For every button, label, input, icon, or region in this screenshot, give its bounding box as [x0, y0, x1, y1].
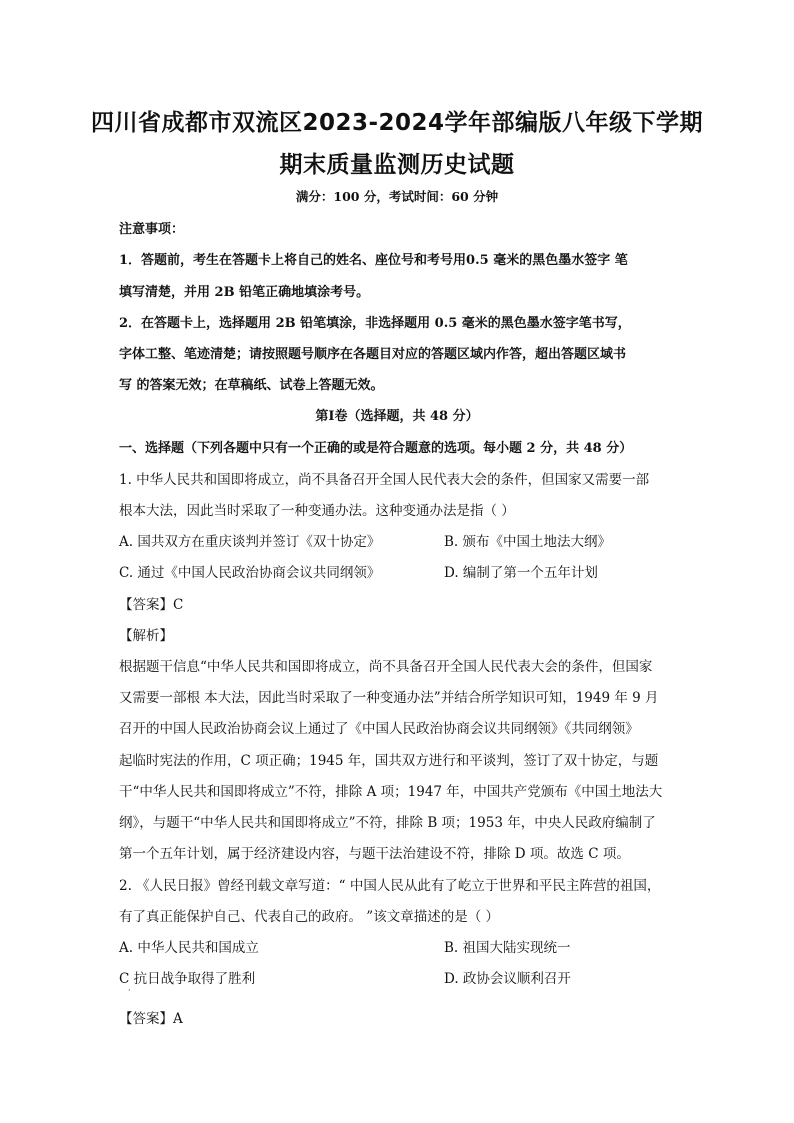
q1-stem-line-2: 根本大法，因此当时采取了一种变通办法。这种变通办法是指（ ） — [119, 503, 515, 519]
q1-stem-line-1: 1. 中华人民共和国即将成立，尚不具备召开全国人民代表大会的条件，但国家又需要一部 — [119, 472, 650, 488]
q1-analysis-line-6: 纲》，与题干“中华人民共和国即将成立”不符，排除 B 项；1953 年，中央人民政府编制了 — [119, 815, 656, 831]
q1-option-b: B. 颁布《中国土地法大纲》 — [444, 534, 612, 550]
q2-option-a: A. 中华人民共和国成立 — [119, 940, 259, 956]
q1-answer: 【答案】C — [119, 597, 184, 613]
q1-analysis-line-1: 根据题干信息“中华人民共和国即将成立，尚不具备召开全国人民代表大会的条件，但国家 — [119, 659, 653, 675]
note-2-line-2: 字体工整、笔迹清楚；请按照题号顺序在各题目对应的答题区域内作答，超出答题区域书 — [119, 347, 627, 362]
q2-option-d: D. 政协会议顺利召开 — [444, 971, 571, 987]
note-2-line-3: 写 的答案无效；在草稿纸、试卷上答题无效。 — [119, 378, 384, 393]
note-2-line-1: 2．在答题卡上，选择题用 2B 铅笔填涂，非选择题用 0.5 毫米的黑色墨水签字笔书写， — [119, 316, 631, 331]
q1-analysis-line-7: 第一个五年计划，属于经济建设内容，与题干法治建设不符，排除 D 项。故选 C 项。 — [119, 846, 630, 862]
exam-subtitle: 满分：100 分，考试时间：60 分钟 — [295, 189, 499, 204]
q2-option-c: C 抗日战争取得了胜利 — [119, 971, 256, 987]
notes-heading: 注意事项： — [119, 222, 185, 237]
note-1-line-1: 1．答题前，考生在答题卡上将自己的姓名、座位号和考号用0.5 毫米的黑色墨水签字 笔 — [119, 253, 628, 268]
q1-analysis-label: 【解析】 — [119, 628, 173, 644]
q1-option-c: C. 通过《中国人民政治协商会议共同纲领》 — [119, 565, 381, 581]
section-1-header: 一、选择题（下列各题中只有一个正确的或是符合题意的选项。每小题 2 分，共 48 分） — [119, 441, 633, 456]
note-1-line-2: 填写清楚，并用 2B 铅笔正确地填涂考号。 — [119, 285, 370, 300]
part-1-header: 第Ⅰ卷（选择题，共 48 分） — [315, 409, 479, 424]
q1-analysis-line-5: 干“中华人民共和国即将成立”不符，排除 A 项；1947 年，中国共产党颁布《中国土地法大 — [119, 784, 663, 800]
q1-analysis-line-4: 起临时宪法的作用，C 项正确；1945 年，国共双方进行和平谈判，签订了双十协定，与题 — [119, 753, 659, 769]
q2-answer: 【答案】A — [119, 1011, 183, 1027]
q1-analysis-line-3: 召开的中国人民政治协商会议上通过了《中国人民政治协商会议共同纲领》《共同纲领》 — [119, 721, 639, 737]
exam-title-line-2: 期末质量监测历史试题 — [279, 152, 515, 178]
q1-option-a: A. 国共双方在重庆谈判并签订《双十协定》 — [119, 534, 381, 550]
q2-stem-line-2: 有了真正能保护自己、代表自己的政府。 ”该文章描述的是（ ） — [119, 909, 499, 925]
q2-stem-line-1: 2. 《人民日报》曾经刊载文章写道：“ 中国人民从此有了屹立于世界和平民主阵营的祖国， — [119, 878, 661, 894]
q1-option-d: D. 编制了第一个五年计划 — [444, 565, 598, 581]
stray-dot-mark: · — [128, 986, 131, 995]
exam-title-line-1: 四川省成都市双流区2023-2024学年部编版八年级下学期 — [90, 110, 704, 136]
q2-option-b: B. 祖国大陆实现统一 — [444, 940, 571, 956]
q1-analysis-line-2: 又需要一部根 本大法，因此当时采取了一种变通办法”并结合所学知识可知，1949 年 9 月 — [119, 690, 659, 706]
